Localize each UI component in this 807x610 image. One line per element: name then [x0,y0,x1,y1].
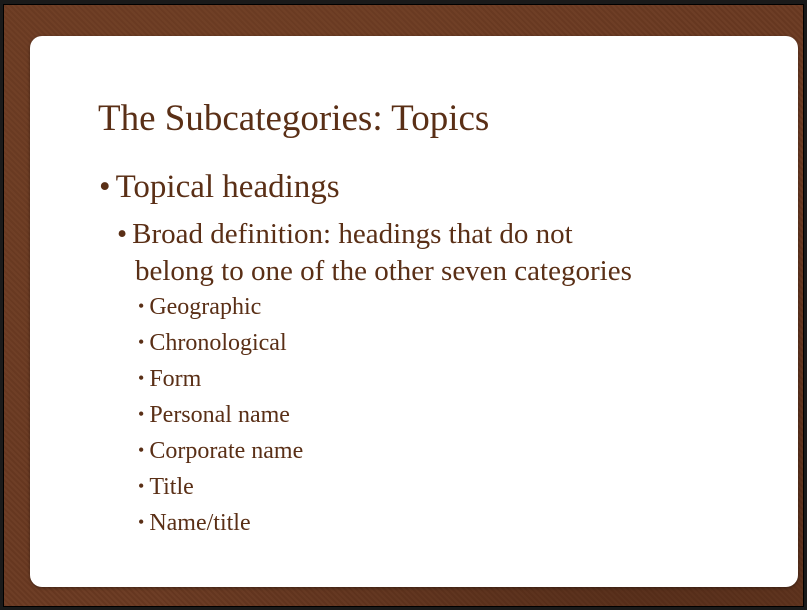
bullet-level3-item [138,396,303,432]
bullet-level3-item [138,288,303,324]
bullet-level3-text: Form [149,366,202,392]
bullet-level2-line1 [117,216,757,253]
bullet-level3-text: Name/title [149,510,251,536]
bullet-level3-item [138,468,303,504]
bullet-dot: • [138,296,145,316]
bullet-level3-text: Title [149,474,194,500]
bullet-dot: • [138,512,145,532]
bullet-level3-text: Chronological [149,330,287,356]
bullet-level3-item [138,324,303,360]
bullet-level3-item [138,432,303,468]
bullet-level3-list [138,288,303,540]
bullet-level3-text: Personal name [149,402,290,428]
bullet-level1 [99,168,340,208]
bullet-level2 [117,216,757,290]
bullet-dot: • [138,332,145,352]
bullet-level2-text-line2: belong to one of the other seven categories [135,255,632,287]
bullet-level3-text: Geographic [149,294,262,320]
bullet-level1-text: Topical headings [115,169,340,205]
bullet-dot: • [138,404,145,424]
bullet-level2-text-line1: Broad definition: headings that do not [132,218,573,250]
bullet-dot: • [99,169,111,205]
slide-title: The Subcategories: Topics [98,98,490,139]
bullet-dot: • [138,440,145,460]
bullet-dot: • [138,368,145,388]
bullet-level3-item [138,504,303,540]
bullet-level3-text: Corporate name [149,438,304,464]
bullet-dot: • [117,218,128,250]
bullet-level3-item [138,360,303,396]
bullet-dot: • [138,476,145,496]
